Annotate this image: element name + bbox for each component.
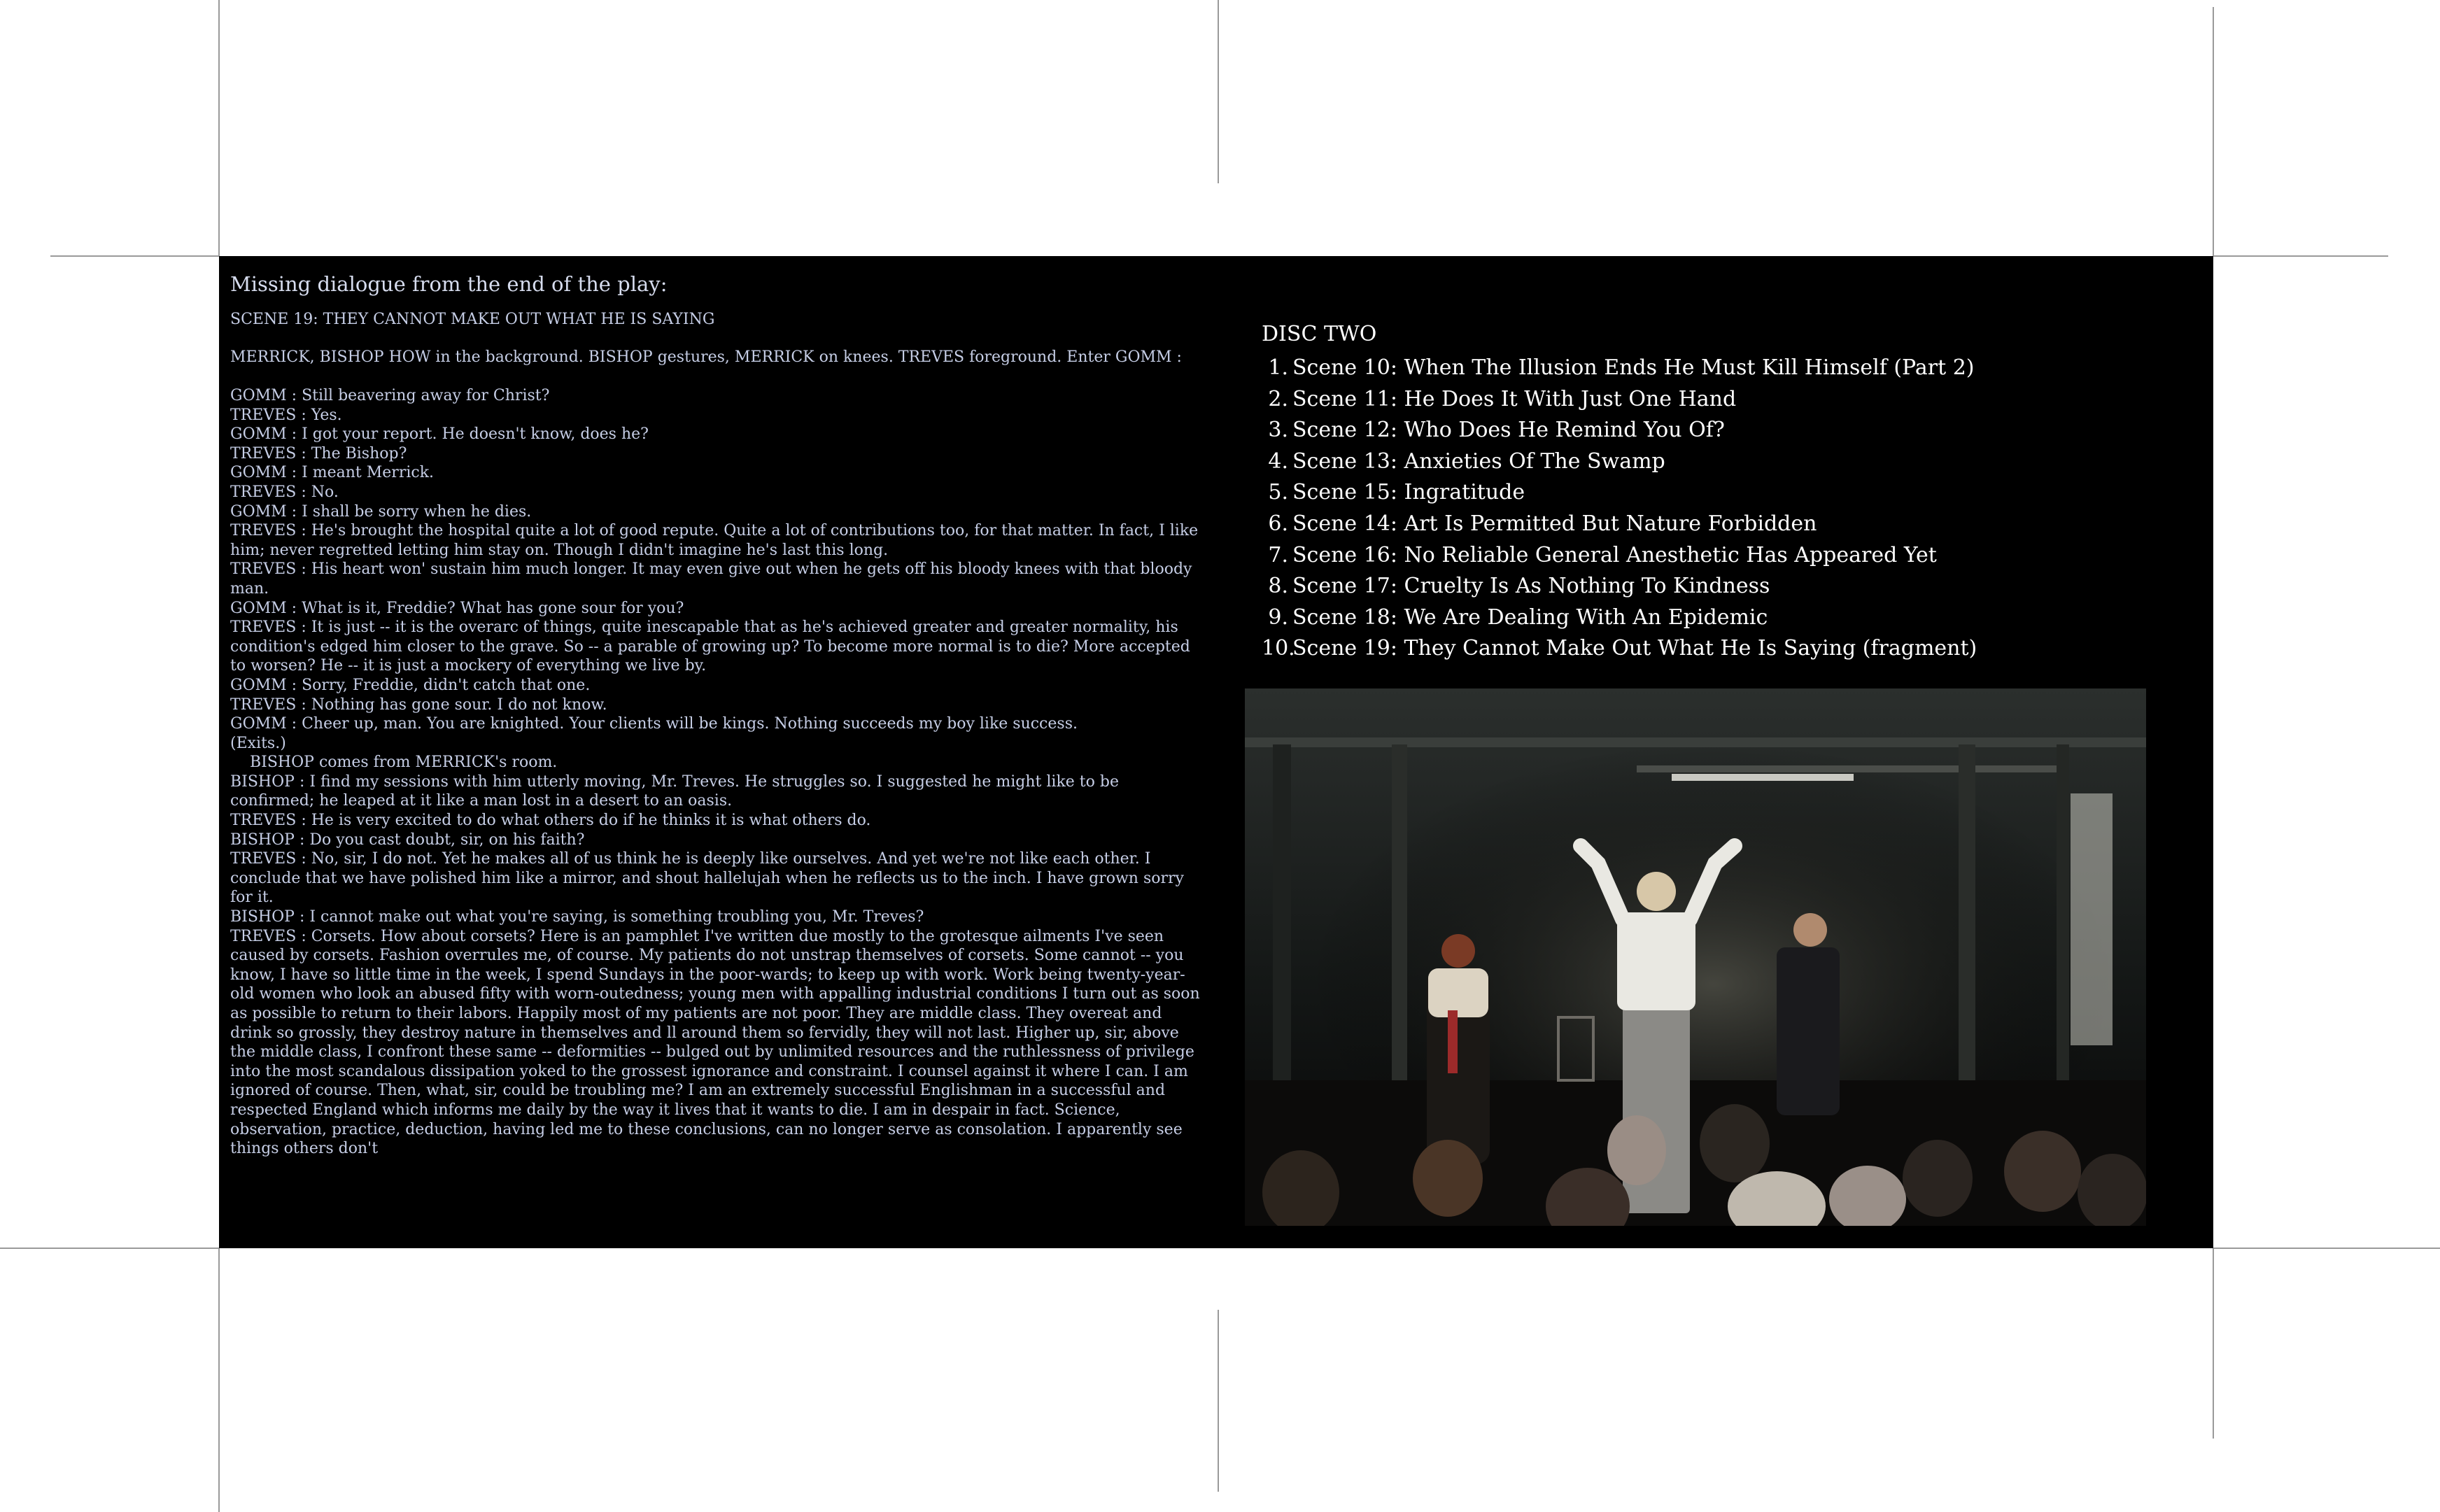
dialogue-text: : I find my sessions with him utterly moving, Mr. Treves. He struggles so. I suggested he might like to be confirmed; he leaped at it like a man lost in a desert to an oasis.: [230, 772, 1119, 810]
dialogue-text: : I got your report. He doesn't know, does he?: [286, 425, 649, 444]
dialogue-text: : The Bishop?: [296, 444, 407, 462]
fold-mark-center-top: [1218, 0, 1219, 183]
crop-mark-right-top: [2213, 7, 2214, 256]
crop-mark-bottom-left: [0, 1248, 219, 1249]
tracklist-column: [1262, 320, 2171, 665]
track-title: Scene 17: Cruelty Is As Nothing To Kindness: [1292, 574, 1770, 599]
track-item: [1262, 509, 2171, 540]
dialogue-text: : He's brought the hospital quite a lot of good repute. Quite a lot of contributions too, for that matter. In fact, I like him; never regretted letting him stay on. Though I didn't imagine he's last this long.: [230, 522, 1199, 559]
dialogue-speaker: TREVES: [230, 812, 297, 830]
dialogue-line: [230, 676, 1203, 695]
dialogue-line: [230, 560, 1203, 598]
track-item: [1262, 446, 2171, 478]
crop-mark-left-top: [218, 0, 220, 256]
dialogue-text: : Nothing has gone sour. I do not know.: [296, 695, 607, 714]
track-item: [1262, 602, 2171, 634]
track-list: [1262, 353, 2171, 665]
track-number: 6.: [1268, 511, 1288, 536]
curtain: [2071, 793, 2113, 1045]
dialogue-speaker: GOMM: [230, 387, 287, 404]
track-number: 3.: [1268, 418, 1288, 443]
stage-direction: MERRICK, BISHOP HOW in the background. BISHOP gestures, MERRICK on knees. TREVES foreground. Enter GOMM :: [230, 348, 1182, 366]
dialogue-line: [230, 406, 1203, 425]
missing-dialogue-heading: Missing dialogue from the end of the play:: [230, 272, 668, 296]
track-item: [1262, 633, 2171, 665]
dialogue-line: [230, 599, 1203, 619]
track-item: [1262, 353, 2171, 384]
track-number: 2.: [1268, 386, 1288, 411]
dialogue-speaker: TREVES: [230, 522, 297, 540]
dialogue-text: : I meant Merrick.: [286, 464, 435, 482]
track-title: Scene 11: He Does It With Just One Hand: [1292, 386, 1737, 411]
crop-mark-top-right: [2213, 255, 2388, 257]
scaffold-pillar: [1273, 744, 1291, 1108]
dialogue-text: : It is just -- it is the overarc of things, quite inescapable that as he's achieved greater and greater normality, his condition's edged him closer to the grave. So -- a parable of growing up? To become more normal is to die? More accepted to worsen? He -- it is just a mockery of everything we live by.: [230, 619, 1190, 675]
track-number: 1.: [1268, 355, 1288, 380]
dialogue-line: [230, 521, 1203, 560]
track-number: 8.: [1268, 574, 1288, 599]
track-number: 5.: [1268, 480, 1288, 505]
dialogue-speaker: BISHOP: [230, 908, 295, 926]
dialogue-speaker: TREVES: [230, 927, 297, 945]
track-number: 9.: [1268, 605, 1288, 630]
dialogue-line: [230, 695, 1203, 715]
track-title: Scene 19: They Cannot Make Out What He Is Saying (fragment): [1292, 636, 1977, 661]
dialogue-text: : He is very excited to do what others do if he thinks it is what others do.: [296, 812, 871, 830]
track-title: Scene 10: When The Illusion Ends He Must Kill Himself (Part 2): [1292, 355, 1975, 380]
performer-head: [1637, 872, 1676, 911]
dialogue-text: : Yes.: [296, 406, 342, 424]
track-title: Scene 13: Anxieties Of The Swamp: [1292, 448, 1665, 474]
dialogue-text: BISHOP comes from MERRICK's room.: [250, 754, 558, 772]
dialogue-line: [230, 772, 1203, 811]
dialogue-speaker: GOMM: [230, 464, 287, 482]
scaffold-beam: [1637, 765, 2057, 772]
track-number: 4.: [1268, 448, 1288, 474]
dialogue-text: : Sorry, Freddie, didn't catch that one.: [286, 676, 591, 694]
dialogue-line: [230, 753, 1203, 772]
dialogue-speaker: GOMM: [230, 676, 287, 694]
stage-photo: [1245, 688, 2146, 1226]
dialogue-speaker: BISHOP: [230, 831, 295, 849]
track-item: [1262, 384, 2171, 416]
track-item: [1262, 415, 2171, 446]
dialogue-text: : His heart won' sustain him much longer. It may even give out when he gets off his bloody knees with that bloody man.: [230, 560, 1192, 598]
scene-heading: SCENE 19: THEY CANNOT MAKE OUT WHAT HE IS SAYING: [230, 311, 715, 328]
track-item: [1262, 540, 2171, 572]
dialogue-speaker: TREVES: [230, 483, 297, 501]
dialogue-speaker: GOMM: [230, 425, 287, 444]
dialogue-text: : Cheer up, man. You are knighted. Your clients will be kings. Nothing succeeds my boy like success.: [286, 715, 1078, 733]
dialogue-speaker: TREVES: [230, 406, 297, 424]
dialogue-line: [230, 831, 1203, 850]
audience-head: [1413, 1140, 1483, 1217]
dialogue-speaker: TREVES: [230, 850, 297, 868]
fold-mark-center-bottom: [1218, 1310, 1219, 1492]
dialogue-line: [230, 811, 1203, 831]
actress-blouse: [1428, 968, 1488, 1017]
dialogue-line: [230, 714, 1203, 734]
track-number: 7.: [1268, 542, 1288, 567]
track-title: Scene 14: Art Is Permitted But Nature Forbidden: [1292, 511, 1817, 536]
track-title: Scene 15: Ingratitude: [1292, 480, 1525, 505]
dialogue-line: [230, 444, 1203, 464]
dialogue-text: : No.: [296, 483, 339, 501]
track-title: Scene 18: We Are Dealing With An Epidemic: [1292, 605, 1768, 630]
crop-mark-left-bottom: [218, 1248, 220, 1512]
audience-head: [2004, 1131, 2081, 1212]
dialogue-line: [230, 502, 1203, 522]
dialogue-line: [230, 907, 1203, 927]
stage-light-bar: [1672, 774, 1854, 781]
actress-head: [1441, 934, 1475, 968]
scaffold-beam: [1245, 737, 2146, 747]
scaffold-pillar: [1959, 744, 1975, 1108]
performer-shirt: [1617, 912, 1695, 1010]
disc-title: DISC TWO: [1262, 322, 1377, 346]
dialogue-text: : I cannot make out what you're saying, is something troubling you, Mr. Treves?: [294, 908, 924, 926]
dialogue-speaker: TREVES: [230, 619, 297, 637]
dialogue-speaker: TREVES: [230, 444, 297, 462]
dialogue-text: (Exits.): [230, 734, 286, 752]
dialogue-line: [230, 483, 1203, 502]
scaffold-pillar: [1392, 744, 1407, 1108]
dialogue-text: : No, sir, I do not. Yet he makes all of us think he is deeply like ourselves. And yet we're not like each other. I conclude that we have polished him like a mirror, and shout hallelujah when he reflects us to the inch. I have grown sorry for it.: [230, 850, 1184, 907]
dialogue-line: [230, 425, 1203, 444]
dialogue-line: [230, 463, 1203, 483]
audience-head: [1700, 1104, 1770, 1182]
dialogue-line: [230, 618, 1203, 676]
dialogue-speaker: GOMM: [230, 715, 287, 733]
audience-head: [1607, 1115, 1666, 1185]
dialogue-line: [230, 386, 1203, 406]
dialogue-speaker: TREVES: [230, 560, 297, 579]
scaffold-pillar: [2057, 744, 2069, 1108]
dialogue-text: : I shall be sorry when he dies.: [286, 502, 532, 521]
dialogue-speaker: BISHOP: [230, 772, 295, 791]
track-item: [1262, 477, 2171, 509]
actor-right-suit: [1777, 947, 1840, 1115]
dialogue-speaker: TREVES: [230, 695, 297, 714]
track-title: Scene 16: No Reliable General Anesthetic Has Appeared Yet: [1292, 542, 1937, 567]
dialogue-text: : Still beavering away for Christ?: [286, 387, 550, 404]
track-item: [1262, 571, 2171, 602]
actor-right-head: [1793, 913, 1827, 947]
booklet-panel: [219, 256, 2213, 1248]
crop-mark-top-left: [50, 255, 219, 257]
dialogue-line: [230, 927, 1203, 1159]
dialogue-text: : Corsets. How about corsets? Here is an pamphlet I've written due mostly to the grotesque ailments I've seen caused by corsets. Fashion overrules me, of course. My patients do not unstrap themselves of corsets. Some cannot -- you know, I have so little time in the week, I spend Sundays in the poor-wards; to keep up with work. Work being twenty-year-old women who look an abused fifty with worn-outedness; young men with appalling industrial conditions I turn out as soon as possible to return to their labors. Happily most of my patients are not poor. They are middle class. They overeat and drink so grossly, they destroy nature in themselves and ll around them so fervidly, they will not last. Higher up, sir, above the middle class, I confront these same -- deformities -- bulged out by unlimited resources and the ruthlessness of privilege into the most scandalous dissipation yoked to the grossest ignorance and constraint. I counsel against it where I can. I am ignored of course. Then, what, sir, could be troubling me? I am an extremely successful Englishman in a successful and respected England which informs me daily by the way it lives that it wants to die. I am in despair in fact. Science, observation, practice, deduction, having led me to these conclusions, can no longer serve as consolation. I apparently see things others don't: [230, 927, 1200, 1158]
dialogue-line: [230, 734, 1203, 754]
crop-mark-right-bottom: [2213, 1248, 2214, 1439]
crop-mark-bottom-right: [2213, 1248, 2440, 1249]
dialogue-block: [230, 386, 1203, 1159]
track-number: 10.: [1262, 636, 1295, 661]
dialogue-text: : What is it, Freddie? What has gone sour for you?: [286, 599, 684, 617]
audience-head: [1903, 1140, 1973, 1217]
dialogue-speaker: GOMM: [230, 599, 287, 617]
actress-sash: [1448, 1010, 1458, 1073]
dialogue-text: : Do you cast doubt, sir, on his faith?: [294, 831, 585, 849]
dialogue-column: [230, 270, 1203, 1159]
track-title: Scene 12: Who Does He Remind You Of?: [1292, 418, 1725, 443]
dialogue-speaker: GOMM: [230, 502, 287, 521]
dialogue-line: [230, 849, 1203, 907]
